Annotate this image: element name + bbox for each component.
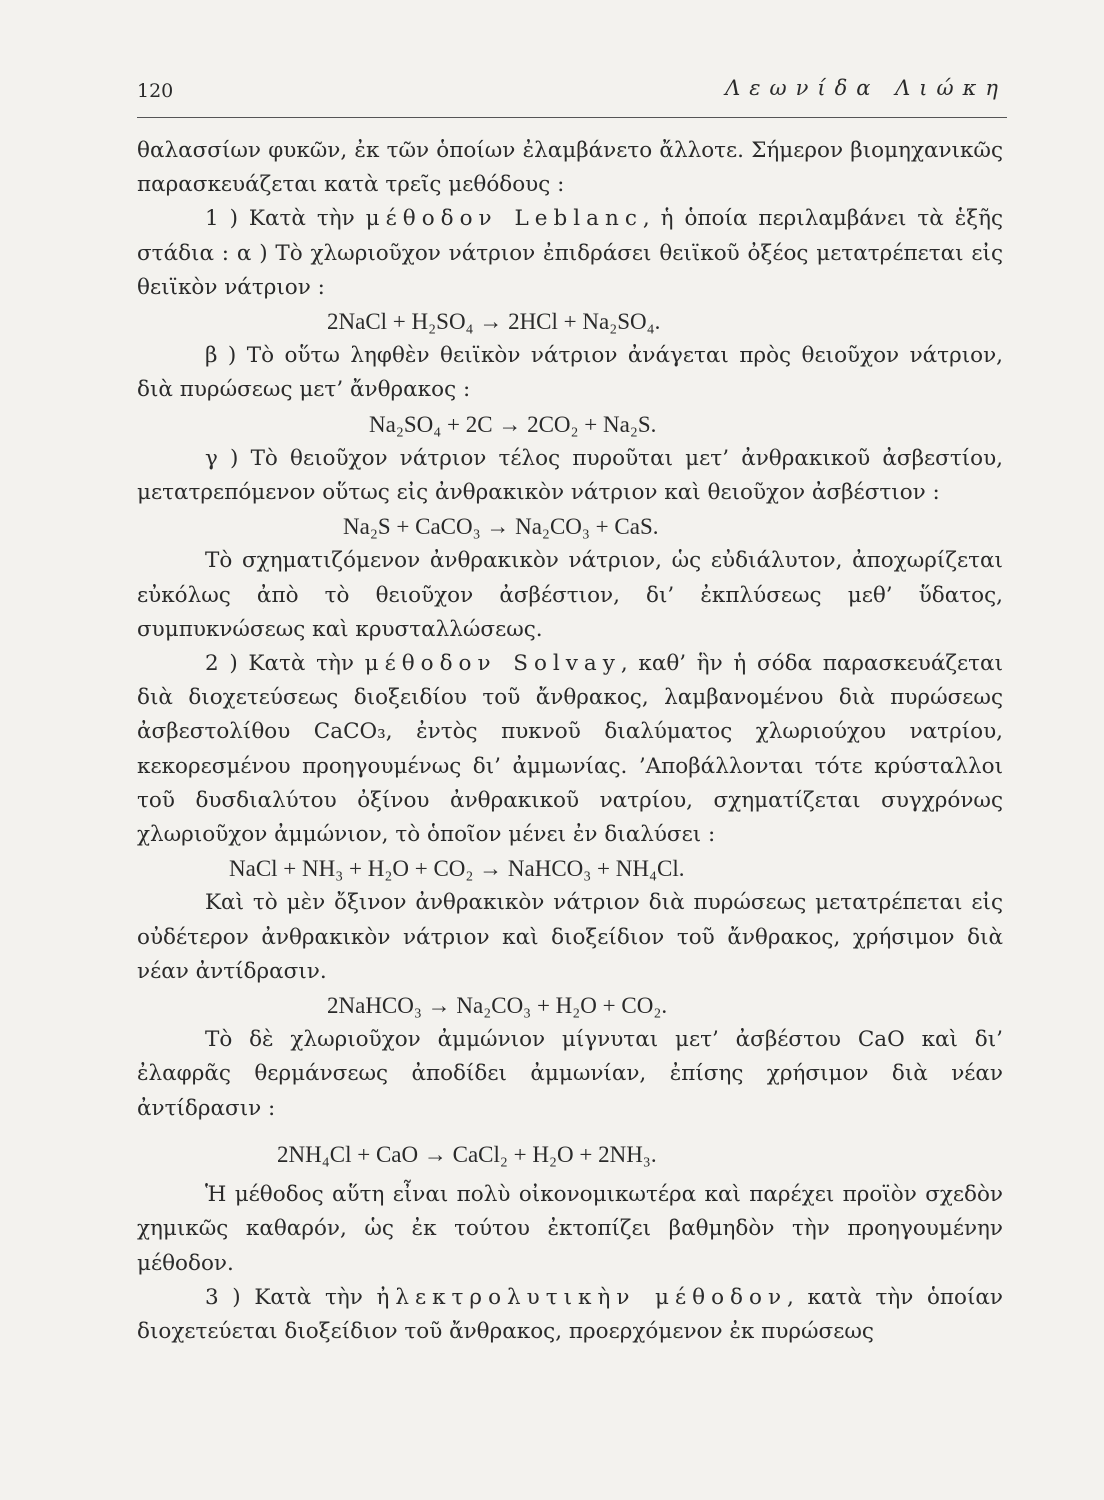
paragraph-electrolytic (137, 1281, 1003, 1349)
leblanc-text: , ἡ ὁποία περιλαμβάνει τὰ ἑξῆς στάδια : α ) Τὸ χλωριοῦχον νάτριον ἐπιδράσει θειϊκοῦ ὀξέος μετατρέπεται εἰς θειϊκὸν νάτριον : (137, 206, 1003, 300)
solvay-method-name: μέθοδον Solvay (364, 651, 621, 677)
equation-5: 2NaHCO₃ → Na₂CO₃ + H₂O + CO₂. (327, 993, 668, 1019)
page-number: 120 (137, 80, 174, 102)
page-body (137, 134, 1003, 1349)
paragraph-step-beta: β ) Τὸ οὕτω ληφθὲν θειϊκὸν νάτριον ἀνάγεται πρὸς θειοῦχον νάτριον, διὰ πυρώσεως μετ’ ἄνθρακος : (137, 343, 1003, 403)
equation-1: 2NaCl + H₂SO₄ → 2HCl + Na₂SO₄. (327, 309, 661, 335)
paragraph-step-gamma: γ ) Τὸ θειοῦχον νάτριον τέλος πυροῦται μετ’ ἀνθρακικοῦ ἀσβεστίου, μετατρεπόμενον οὕτως εἰς ἀνθρακικὸν νάτριον καὶ θειοῦχον ἀσβέστιον : (137, 445, 1003, 506)
leblanc-method-name: μέθοδον Leblanc (365, 206, 643, 232)
equation-2: Na₂SO₄ + 2C → 2CO₂ + Na₂S. (369, 411, 657, 437)
paragraph-ammonium: Τὸ δὲ χλωριοῦχον ἀμμώνιον μίγνυται μετ’ ἀσβέστου CaO καὶ δι’ ἐλαφρᾶς θερμάνσεως ἀποδίδει ἀμμωνίαν, ἐπίσης χρήσιμον διὰ νέαν ἀντίδρασιν : (137, 1027, 1003, 1121)
paragraph-bicarbonate: Καὶ τὸ μὲν ὄξινον ἀνθρακικὸν νάτριον διὰ πυρώσεως μετατρέπεται εἰς οὐδέτερον ἀνθρακικὸν νάτριον καὶ διοξείδιον τοῦ ἄνθρακος, χρήσιμον διὰ νέαν ἀντίδρασιν. (137, 890, 1003, 984)
electrolytic-method-name: ἠλεκτρολυτικὴν μέθοδον (376, 1284, 788, 1310)
running-title: Λεωνίδα Λιώκη (725, 76, 1007, 100)
electrolytic-text: , κατὰ τὴν ὁποίαν διοχετεύεται διοξείδιον τοῦ ἄνθρακος, προερχόμενον ἐκ πυρώσεως (137, 1284, 1004, 1344)
paragraph-separation: Τὸ σχηματιζόμενον ἀνθρακικὸν νάτριον, ὡς εὐδιάλυτον, ἀποχωρίζεται εὐκόλως ἀπὸ τὸ θειοῦχον ἀσβέστιον, δι’ ἐκπλύσεως μεθ’ ὕδατος, συμπυκνώσεως καὶ κρυσταλλώσεως. (137, 548, 1003, 642)
equation-3: Na₂S + CaCO₃ → Na₂CO₃ + CaS. (343, 514, 659, 540)
equation-4: NaCl + NH₃ + H₂O + CO₂ → NaHCO₃ + NH₄Cl. (229, 856, 685, 882)
page-header (137, 72, 1007, 112)
paragraph-economy: Ἡ μέθοδος αὕτη εἶναι πολὺ οἰκονομικωτέρα καὶ παρέχει προϊὸν σχεδὸν χημικῶς καθαρόν, ὡς ἐκ τούτου ἐκτοπίζει βαθμηδὸν τὴν προηγουμένην μέθοδον. (137, 1182, 1003, 1276)
equation-6: 2NH₄Cl + CaO → CaCl₂ + H₂O + 2NH₃. (277, 1141, 657, 1167)
header-rule (137, 117, 1007, 118)
paragraph-solvay (137, 647, 1003, 852)
solvay-prefix: 2 ) Κατὰ τὴν (205, 651, 365, 677)
leblanc-prefix: 1 ) Κατὰ τὴν (205, 206, 366, 232)
electrolytic-prefix: 3 ) Κατὰ τὴν (205, 1284, 377, 1310)
paragraph-leblanc (137, 202, 1003, 305)
paragraph-intro: θαλασσίων φυκῶν, ἐκ τῶν ὁποίων ἐλαμβάνετο ἄλλοτε. Σήμερον βιομηχανικῶς παρασκευάζεται κατὰ τρεῖς μεθόδους : (137, 138, 1003, 198)
solvay-text: , καθ’ ἣν ἡ σόδα παρασκευάζεται διὰ διοχετεύσεως διοξειδίου τοῦ ἄνθρακος, λαμβανομένου διὰ πυρώσεως ἀσβεστολίθου CaCO₃, ἐντὸς πυκνοῦ διαλύματος χλωριούχου νατρίου, κεκορεσμένου προηγουμένως δι’ ἀμμωνίας. ’Αποβάλλονται τότε κρύσταλλοι τοῦ δυσδιαλύτου ὀξίνου ἀνθρακικοῦ νατρίου, σχηματίζεται συγχρόνως χλωριοῦχον ἀμμώνιον, τὸ ὁποῖον μένει ἐν διαλύσει : (137, 651, 1004, 848)
